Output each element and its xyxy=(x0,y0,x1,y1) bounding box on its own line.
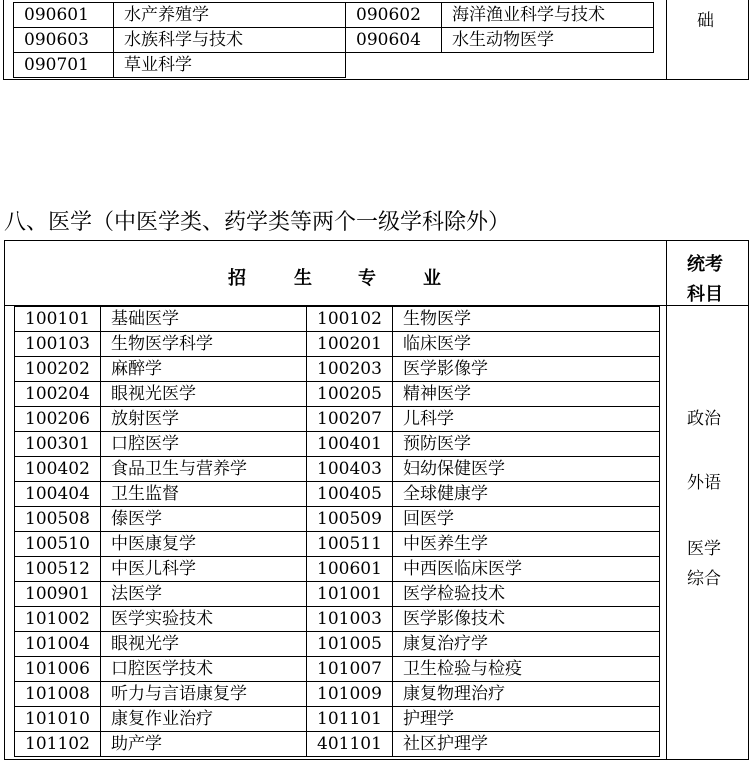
major-name: 社区护理学 xyxy=(393,732,660,757)
major-code: 101005 xyxy=(307,632,393,657)
major-code: 090701 xyxy=(14,53,114,78)
major-code: 101006 xyxy=(15,657,101,682)
major-name: 医学检验技术 xyxy=(393,582,660,607)
major-name: 食品卫生与营养学 xyxy=(101,457,307,482)
major-code: 100403 xyxy=(307,457,393,482)
major-name: 卫生监督 xyxy=(101,482,307,507)
major-code: 100301 xyxy=(15,432,101,457)
major-name: 全球健康学 xyxy=(393,482,660,507)
major-name: 水生动物医学 xyxy=(442,28,654,53)
table-row xyxy=(15,707,660,732)
top-major-table xyxy=(13,2,654,78)
exam-subject: 外语 xyxy=(687,473,721,493)
exam-subject: 医学 xyxy=(687,539,721,559)
major-code: 100205 xyxy=(307,382,393,407)
table-row xyxy=(15,382,660,407)
major-code: 090602 xyxy=(346,3,442,28)
major-name: 放射医学 xyxy=(101,407,307,432)
major-code: 100511 xyxy=(307,532,393,557)
major-name: 妇幼保健医学 xyxy=(393,457,660,482)
major-header-char: 生 xyxy=(294,268,312,289)
table-row xyxy=(14,28,654,53)
major-name: 基础医学 xyxy=(101,307,307,332)
major-code: 100401 xyxy=(307,432,393,457)
empty-cell xyxy=(346,53,442,78)
top-exam-divider xyxy=(666,0,667,80)
major-name: 医学实验技术 xyxy=(101,607,307,632)
major-name: 中医儿科学 xyxy=(101,557,307,582)
major-header-char: 专 xyxy=(358,268,376,289)
major-code: 101003 xyxy=(307,607,393,632)
major-code: 101102 xyxy=(15,732,101,757)
major-name: 预防医学 xyxy=(393,432,660,457)
major-name: 康复物理治疗 xyxy=(393,682,660,707)
table-row xyxy=(15,457,660,482)
table-row xyxy=(14,53,654,78)
major-name: 临床医学 xyxy=(393,332,660,357)
major-name: 康复作业治疗 xyxy=(101,707,307,732)
exam-column-divider xyxy=(666,240,667,760)
major-name: 水产养殖学 xyxy=(114,3,346,28)
major-code: 401101 xyxy=(307,732,393,757)
major-name: 中医康复学 xyxy=(101,532,307,557)
major-name: 生物医学 xyxy=(393,307,660,332)
exam-subject: 综合 xyxy=(687,569,721,589)
major-name: 草业科学 xyxy=(114,53,346,78)
major-code: 101009 xyxy=(307,682,393,707)
major-name: 水族科学与技术 xyxy=(114,28,346,53)
major-code: 101002 xyxy=(15,607,101,632)
section-heading: 八、医学（中医学类、药学类等两个一级学科除外） xyxy=(4,210,511,235)
major-code: 100203 xyxy=(307,357,393,382)
exam-subject: 政治 xyxy=(687,409,721,429)
major-name: 回医学 xyxy=(393,507,660,532)
major-header-char: 招 xyxy=(228,268,246,289)
table-row xyxy=(15,432,660,457)
exam-header-line2: 科目 xyxy=(687,284,723,305)
table-row xyxy=(15,307,660,332)
major-code: 100202 xyxy=(15,357,101,382)
major-name: 听力与言语康复学 xyxy=(101,682,307,707)
major-code: 100102 xyxy=(307,307,393,332)
major-name: 卫生检验与检疫 xyxy=(393,657,660,682)
table-row xyxy=(15,482,660,507)
empty-cell xyxy=(442,53,654,78)
top-exam-fragment: 础 xyxy=(697,11,714,31)
major-code: 100508 xyxy=(15,507,101,532)
major-code: 100601 xyxy=(307,557,393,582)
major-name: 康复治疗学 xyxy=(393,632,660,657)
major-name: 海洋渔业科学与技术 xyxy=(442,3,654,28)
table-row xyxy=(15,357,660,382)
major-name: 护理学 xyxy=(393,707,660,732)
major-name: 傣医学 xyxy=(101,507,307,532)
table-row xyxy=(14,3,654,28)
table-row xyxy=(15,682,660,707)
major-code: 101010 xyxy=(15,707,101,732)
major-name: 医学影像技术 xyxy=(393,607,660,632)
table-row xyxy=(15,557,660,582)
major-code: 100512 xyxy=(15,557,101,582)
table-row xyxy=(15,732,660,757)
table-row xyxy=(15,607,660,632)
major-code: 101004 xyxy=(15,632,101,657)
major-code: 100101 xyxy=(15,307,101,332)
major-name: 口腔医学技术 xyxy=(101,657,307,682)
major-code: 090601 xyxy=(14,3,114,28)
major-code: 101101 xyxy=(307,707,393,732)
major-name: 儿科学 xyxy=(393,407,660,432)
major-name: 中医养生学 xyxy=(393,532,660,557)
major-code: 090604 xyxy=(346,28,442,53)
major-code: 100509 xyxy=(307,507,393,532)
major-name: 法医学 xyxy=(101,582,307,607)
major-name: 眼视光学 xyxy=(101,632,307,657)
major-name: 口腔医学 xyxy=(101,432,307,457)
major-name: 麻醉学 xyxy=(101,357,307,382)
major-header-char: 业 xyxy=(423,268,441,289)
major-code: 100207 xyxy=(307,407,393,432)
exam-header-line1: 统考 xyxy=(687,254,723,275)
major-name: 生物医学科学 xyxy=(101,332,307,357)
table-row xyxy=(15,582,660,607)
major-name: 精神医学 xyxy=(393,382,660,407)
major-code: 100206 xyxy=(15,407,101,432)
major-code: 101007 xyxy=(307,657,393,682)
table-row xyxy=(15,657,660,682)
table-row xyxy=(15,532,660,557)
major-code: 100405 xyxy=(307,482,393,507)
major-name: 中西医临床医学 xyxy=(393,557,660,582)
major-code: 100204 xyxy=(15,382,101,407)
major-code: 100901 xyxy=(15,582,101,607)
table-row xyxy=(15,407,660,432)
major-code: 100402 xyxy=(15,457,101,482)
major-code: 100404 xyxy=(15,482,101,507)
major-code: 100103 xyxy=(15,332,101,357)
table-row xyxy=(15,332,660,357)
major-code: 101008 xyxy=(15,682,101,707)
major-name: 医学影像学 xyxy=(393,357,660,382)
table-row xyxy=(15,632,660,657)
major-name: 眼视光医学 xyxy=(101,382,307,407)
major-table xyxy=(14,306,660,757)
table-row xyxy=(15,507,660,532)
major-code: 090603 xyxy=(14,28,114,53)
major-code: 101001 xyxy=(307,582,393,607)
major-name: 助产学 xyxy=(101,732,307,757)
major-code: 100201 xyxy=(307,332,393,357)
major-code: 100510 xyxy=(15,532,101,557)
